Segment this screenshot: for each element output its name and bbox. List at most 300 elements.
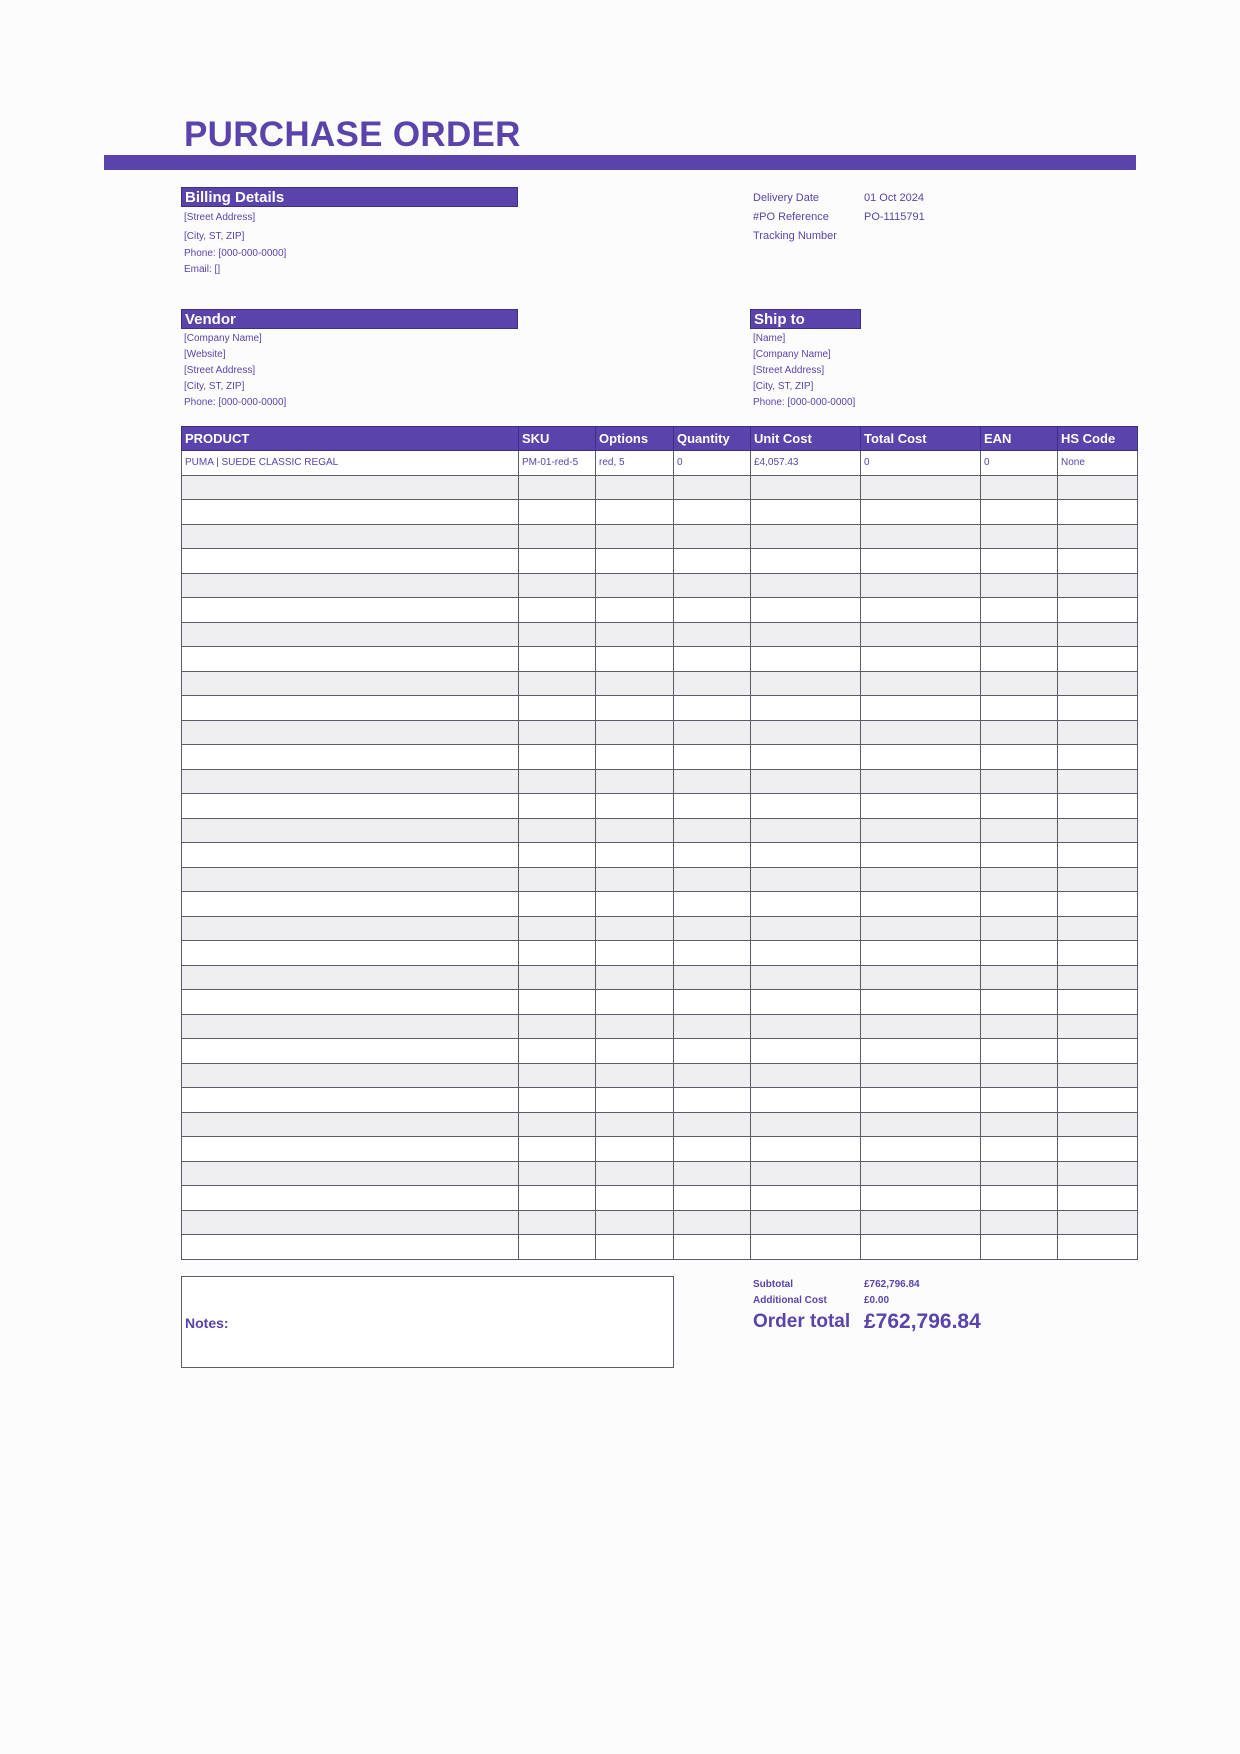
- cell-unit-cost[interactable]: [751, 1161, 861, 1186]
- cell-quantity[interactable]: [674, 965, 751, 990]
- cell-quantity[interactable]: [674, 1161, 751, 1186]
- cell-ean[interactable]: [981, 1161, 1058, 1186]
- cell-unit-cost[interactable]: [751, 794, 861, 819]
- billing-email: Email: []: [184, 264, 221, 275]
- cell-hs-code[interactable]: [1058, 843, 1138, 868]
- table-row[interactable]: [182, 524, 1138, 549]
- cell-options[interactable]: [596, 965, 674, 990]
- cell-quantity[interactable]: [674, 794, 751, 819]
- table-row[interactable]: [182, 843, 1138, 868]
- cell-product[interactable]: [182, 1112, 519, 1137]
- cell-total-cost[interactable]: [861, 573, 981, 598]
- cell-sku[interactable]: [519, 647, 596, 672]
- cell-quantity[interactable]: 0: [674, 451, 751, 476]
- cell-hs-code[interactable]: [1058, 622, 1138, 647]
- cell-total-cost[interactable]: [861, 965, 981, 990]
- cell-quantity[interactable]: [674, 1014, 751, 1039]
- cell-hs-code[interactable]: [1058, 524, 1138, 549]
- cell-unit-cost[interactable]: [751, 475, 861, 500]
- cell-unit-cost[interactable]: [751, 965, 861, 990]
- cell-total-cost[interactable]: [861, 524, 981, 549]
- cell-quantity[interactable]: [674, 671, 751, 696]
- cell-hs-code[interactable]: [1058, 867, 1138, 892]
- cell-product[interactable]: [182, 769, 519, 794]
- cell-sku[interactable]: [519, 475, 596, 500]
- cell-total-cost[interactable]: [861, 1137, 981, 1162]
- cell-total-cost[interactable]: [861, 892, 981, 917]
- cell-ean[interactable]: [981, 892, 1058, 917]
- cell-ean[interactable]: [981, 769, 1058, 794]
- table-row[interactable]: [182, 990, 1138, 1015]
- cell-options[interactable]: [596, 794, 674, 819]
- cell-hs-code[interactable]: [1058, 769, 1138, 794]
- cell-unit-cost[interactable]: [751, 598, 861, 623]
- cell-product[interactable]: [182, 1063, 519, 1088]
- cell-quantity[interactable]: [674, 1137, 751, 1162]
- cell-options[interactable]: [596, 1039, 674, 1064]
- cell-ean[interactable]: [981, 696, 1058, 721]
- cell-unit-cost[interactable]: [751, 622, 861, 647]
- cell-options[interactable]: [596, 475, 674, 500]
- cell-quantity[interactable]: [674, 745, 751, 770]
- table-row[interactable]: [182, 1210, 1138, 1235]
- cell-total-cost[interactable]: [861, 867, 981, 892]
- cell-options[interactable]: [596, 941, 674, 966]
- cell-quantity[interactable]: [674, 475, 751, 500]
- cell-total-cost[interactable]: [861, 696, 981, 721]
- cell-total-cost[interactable]: [861, 475, 981, 500]
- cell-unit-cost[interactable]: [751, 990, 861, 1015]
- cell-product[interactable]: [182, 867, 519, 892]
- cell-sku[interactable]: [519, 1014, 596, 1039]
- cell-options[interactable]: red, 5: [596, 451, 674, 476]
- cell-quantity[interactable]: [674, 524, 751, 549]
- table-row[interactable]: [182, 573, 1138, 598]
- cell-ean[interactable]: [981, 500, 1058, 525]
- table-row[interactable]: [182, 696, 1138, 721]
- cell-sku[interactable]: [519, 916, 596, 941]
- cell-product[interactable]: [182, 892, 519, 917]
- cell-quantity[interactable]: [674, 1112, 751, 1137]
- cell-unit-cost[interactable]: [751, 941, 861, 966]
- cell-unit-cost[interactable]: [751, 1063, 861, 1088]
- cell-quantity[interactable]: [674, 769, 751, 794]
- cell-options[interactable]: [596, 916, 674, 941]
- cell-sku[interactable]: [519, 1210, 596, 1235]
- cell-hs-code[interactable]: [1058, 1186, 1138, 1211]
- cell-sku[interactable]: [519, 990, 596, 1015]
- cell-quantity[interactable]: [674, 843, 751, 868]
- cell-ean[interactable]: [981, 1014, 1058, 1039]
- cell-hs-code[interactable]: [1058, 598, 1138, 623]
- cell-total-cost[interactable]: [861, 671, 981, 696]
- cell-sku[interactable]: [519, 843, 596, 868]
- cell-quantity[interactable]: [674, 867, 751, 892]
- cell-hs-code[interactable]: [1058, 1088, 1138, 1113]
- cell-quantity[interactable]: [674, 549, 751, 574]
- table-row[interactable]: [182, 451, 1138, 476]
- cell-hs-code[interactable]: [1058, 647, 1138, 672]
- cell-product[interactable]: [182, 549, 519, 574]
- cell-sku[interactable]: [519, 818, 596, 843]
- cell-options[interactable]: [596, 549, 674, 574]
- cell-sku[interactable]: [519, 769, 596, 794]
- cell-total-cost[interactable]: [861, 941, 981, 966]
- cell-hs-code[interactable]: [1058, 990, 1138, 1015]
- cell-hs-code[interactable]: [1058, 1112, 1138, 1137]
- cell-sku[interactable]: [519, 696, 596, 721]
- table-row[interactable]: [182, 769, 1138, 794]
- cell-options[interactable]: [596, 696, 674, 721]
- table-row[interactable]: [182, 622, 1138, 647]
- table-row[interactable]: [182, 965, 1138, 990]
- cell-product[interactable]: [182, 647, 519, 672]
- table-row[interactable]: [182, 647, 1138, 672]
- cell-sku[interactable]: [519, 745, 596, 770]
- cell-product[interactable]: [182, 818, 519, 843]
- table-row[interactable]: [182, 1088, 1138, 1113]
- cell-sku[interactable]: [519, 1039, 596, 1064]
- cell-product[interactable]: [182, 696, 519, 721]
- cell-product[interactable]: [182, 1186, 519, 1211]
- cell-sku[interactable]: [519, 965, 596, 990]
- cell-hs-code[interactable]: [1058, 500, 1138, 525]
- cell-unit-cost[interactable]: [751, 892, 861, 917]
- cell-sku[interactable]: [519, 1235, 596, 1260]
- cell-total-cost[interactable]: [861, 843, 981, 868]
- cell-unit-cost[interactable]: [751, 524, 861, 549]
- cell-unit-cost[interactable]: [751, 1235, 861, 1260]
- cell-hs-code[interactable]: [1058, 965, 1138, 990]
- cell-quantity[interactable]: [674, 647, 751, 672]
- cell-total-cost[interactable]: [861, 1186, 981, 1211]
- cell-ean[interactable]: [981, 475, 1058, 500]
- cell-total-cost[interactable]: [861, 598, 981, 623]
- cell-total-cost[interactable]: [861, 1210, 981, 1235]
- cell-product[interactable]: [182, 1088, 519, 1113]
- cell-product[interactable]: [182, 598, 519, 623]
- table-row[interactable]: [182, 500, 1138, 525]
- table-row[interactable]: [182, 1186, 1138, 1211]
- cell-hs-code[interactable]: [1058, 1014, 1138, 1039]
- cell-product[interactable]: [182, 794, 519, 819]
- cell-ean[interactable]: [981, 867, 1058, 892]
- cell-product[interactable]: [182, 1161, 519, 1186]
- cell-quantity[interactable]: [674, 941, 751, 966]
- cell-quantity[interactable]: [674, 1210, 751, 1235]
- cell-options[interactable]: [596, 524, 674, 549]
- table-row[interactable]: [182, 1112, 1138, 1137]
- cell-options[interactable]: [596, 647, 674, 672]
- cell-ean[interactable]: [981, 1088, 1058, 1113]
- cell-sku[interactable]: [519, 941, 596, 966]
- cell-sku[interactable]: [519, 573, 596, 598]
- cell-sku[interactable]: [519, 524, 596, 549]
- cell-options[interactable]: [596, 1137, 674, 1162]
- cell-options[interactable]: [596, 598, 674, 623]
- cell-options[interactable]: [596, 1210, 674, 1235]
- table-row[interactable]: [182, 916, 1138, 941]
- cell-ean[interactable]: [981, 745, 1058, 770]
- cell-total-cost[interactable]: [861, 794, 981, 819]
- cell-sku[interactable]: [519, 1161, 596, 1186]
- cell-hs-code[interactable]: [1058, 1210, 1138, 1235]
- cell-ean[interactable]: [981, 720, 1058, 745]
- cell-ean[interactable]: [981, 1210, 1058, 1235]
- cell-product[interactable]: [182, 573, 519, 598]
- cell-quantity[interactable]: [674, 818, 751, 843]
- cell-product[interactable]: [182, 965, 519, 990]
- cell-ean[interactable]: [981, 573, 1058, 598]
- cell-options[interactable]: [596, 573, 674, 598]
- cell-ean[interactable]: [981, 1063, 1058, 1088]
- cell-product[interactable]: [182, 916, 519, 941]
- cell-ean[interactable]: [981, 843, 1058, 868]
- table-row[interactable]: [182, 1161, 1138, 1186]
- cell-ean[interactable]: [981, 549, 1058, 574]
- cell-total-cost[interactable]: [861, 1063, 981, 1088]
- table-row[interactable]: [182, 867, 1138, 892]
- table-row[interactable]: [182, 720, 1138, 745]
- cell-product[interactable]: [182, 671, 519, 696]
- table-row[interactable]: [182, 475, 1138, 500]
- cell-options[interactable]: [596, 990, 674, 1015]
- cell-quantity[interactable]: [674, 500, 751, 525]
- cell-unit-cost[interactable]: [751, 671, 861, 696]
- cell-hs-code[interactable]: [1058, 573, 1138, 598]
- cell-quantity[interactable]: [674, 892, 751, 917]
- cell-options[interactable]: [596, 1063, 674, 1088]
- cell-unit-cost[interactable]: [751, 647, 861, 672]
- cell-options[interactable]: [596, 1235, 674, 1260]
- cell-quantity[interactable]: [674, 990, 751, 1015]
- cell-product[interactable]: [182, 745, 519, 770]
- cell-hs-code[interactable]: [1058, 1039, 1138, 1064]
- cell-sku[interactable]: [519, 1088, 596, 1113]
- cell-ean[interactable]: [981, 671, 1058, 696]
- cell-total-cost[interactable]: [861, 1112, 981, 1137]
- cell-ean[interactable]: [981, 916, 1058, 941]
- cell-ean[interactable]: [981, 1112, 1058, 1137]
- cell-hs-code[interactable]: [1058, 720, 1138, 745]
- cell-product[interactable]: [182, 720, 519, 745]
- cell-hs-code[interactable]: [1058, 549, 1138, 574]
- cell-quantity[interactable]: [674, 1039, 751, 1064]
- cell-hs-code[interactable]: [1058, 941, 1138, 966]
- cell-hs-code[interactable]: [1058, 745, 1138, 770]
- cell-ean[interactable]: 0: [981, 451, 1058, 476]
- cell-options[interactable]: [596, 769, 674, 794]
- cell-quantity[interactable]: [674, 1063, 751, 1088]
- cell-ean[interactable]: [981, 622, 1058, 647]
- cell-unit-cost[interactable]: [751, 745, 861, 770]
- cell-unit-cost[interactable]: [751, 769, 861, 794]
- cell-ean[interactable]: [981, 598, 1058, 623]
- cell-total-cost[interactable]: [861, 500, 981, 525]
- cell-ean[interactable]: [981, 818, 1058, 843]
- cell-total-cost[interactable]: [861, 769, 981, 794]
- cell-product[interactable]: PUMA | SUEDE CLASSIC REGAL: [182, 451, 519, 476]
- cell-options[interactable]: [596, 892, 674, 917]
- cell-total-cost[interactable]: [861, 1088, 981, 1113]
- cell-product[interactable]: [182, 475, 519, 500]
- cell-unit-cost[interactable]: [751, 720, 861, 745]
- cell-hs-code[interactable]: [1058, 1161, 1138, 1186]
- cell-options[interactable]: [596, 1112, 674, 1137]
- cell-total-cost[interactable]: [861, 1161, 981, 1186]
- cell-options[interactable]: [596, 1088, 674, 1113]
- cell-total-cost[interactable]: [861, 990, 981, 1015]
- cell-product[interactable]: [182, 1235, 519, 1260]
- cell-ean[interactable]: [981, 794, 1058, 819]
- cell-ean[interactable]: [981, 1186, 1058, 1211]
- cell-sku[interactable]: [519, 500, 596, 525]
- cell-unit-cost[interactable]: [751, 1088, 861, 1113]
- cell-options[interactable]: [596, 745, 674, 770]
- cell-ean[interactable]: [981, 990, 1058, 1015]
- cell-unit-cost[interactable]: [751, 696, 861, 721]
- cell-product[interactable]: [182, 1014, 519, 1039]
- cell-sku[interactable]: [519, 892, 596, 917]
- cell-unit-cost[interactable]: £4,057.43: [751, 451, 861, 476]
- cell-ean[interactable]: [981, 1039, 1058, 1064]
- cell-options[interactable]: [596, 843, 674, 868]
- cell-total-cost[interactable]: [861, 1235, 981, 1260]
- cell-hs-code[interactable]: [1058, 1235, 1138, 1260]
- cell-sku[interactable]: [519, 622, 596, 647]
- table-row[interactable]: [182, 1137, 1138, 1162]
- cell-sku[interactable]: PM-01-red-5: [519, 451, 596, 476]
- cell-options[interactable]: [596, 1186, 674, 1211]
- cell-total-cost[interactable]: [861, 745, 981, 770]
- cell-unit-cost[interactable]: [751, 1014, 861, 1039]
- cell-sku[interactable]: [519, 1186, 596, 1211]
- table-row[interactable]: [182, 1235, 1138, 1260]
- cell-sku[interactable]: [519, 1137, 596, 1162]
- cell-unit-cost[interactable]: [751, 1112, 861, 1137]
- cell-total-cost[interactable]: [861, 720, 981, 745]
- cell-unit-cost[interactable]: [751, 1186, 861, 1211]
- cell-options[interactable]: [596, 867, 674, 892]
- table-row[interactable]: [182, 941, 1138, 966]
- cell-hs-code[interactable]: [1058, 696, 1138, 721]
- cell-sku[interactable]: [519, 598, 596, 623]
- cell-sku[interactable]: [519, 867, 596, 892]
- cell-product[interactable]: [182, 1137, 519, 1162]
- cell-hs-code[interactable]: [1058, 794, 1138, 819]
- table-row[interactable]: [182, 745, 1138, 770]
- cell-unit-cost[interactable]: [751, 549, 861, 574]
- table-row[interactable]: [182, 1039, 1138, 1064]
- cell-unit-cost[interactable]: [751, 1137, 861, 1162]
- cell-unit-cost[interactable]: [751, 867, 861, 892]
- cell-total-cost[interactable]: [861, 1039, 981, 1064]
- cell-unit-cost[interactable]: [751, 843, 861, 868]
- table-row[interactable]: [182, 549, 1138, 574]
- cell-total-cost[interactable]: [861, 1014, 981, 1039]
- cell-sku[interactable]: [519, 549, 596, 574]
- cell-total-cost[interactable]: [861, 622, 981, 647]
- cell-product[interactable]: [182, 524, 519, 549]
- cell-hs-code[interactable]: [1058, 1063, 1138, 1088]
- notes-box[interactable]: [181, 1276, 674, 1368]
- cell-ean[interactable]: [981, 524, 1058, 549]
- cell-ean[interactable]: [981, 965, 1058, 990]
- cell-options[interactable]: [596, 500, 674, 525]
- cell-options[interactable]: [596, 1014, 674, 1039]
- cell-hs-code[interactable]: [1058, 916, 1138, 941]
- cell-sku[interactable]: [519, 794, 596, 819]
- cell-product[interactable]: [182, 843, 519, 868]
- cell-options[interactable]: [596, 671, 674, 696]
- cell-sku[interactable]: [519, 720, 596, 745]
- cell-hs-code[interactable]: [1058, 475, 1138, 500]
- cell-quantity[interactable]: [674, 1186, 751, 1211]
- cell-sku[interactable]: [519, 671, 596, 696]
- cell-options[interactable]: [596, 720, 674, 745]
- cell-product[interactable]: [182, 500, 519, 525]
- cell-ean[interactable]: [981, 647, 1058, 672]
- cell-quantity[interactable]: [674, 622, 751, 647]
- po-reference-value: PO-1115791: [864, 211, 925, 223]
- cell-unit-cost[interactable]: [751, 1210, 861, 1235]
- cell-unit-cost[interactable]: [751, 818, 861, 843]
- cell-unit-cost[interactable]: [751, 1039, 861, 1064]
- cell-product[interactable]: [182, 1210, 519, 1235]
- cell-ean[interactable]: [981, 941, 1058, 966]
- cell-ean[interactable]: [981, 1137, 1058, 1162]
- cell-hs-code[interactable]: [1058, 892, 1138, 917]
- cell-total-cost[interactable]: [861, 818, 981, 843]
- cell-sku[interactable]: [519, 1063, 596, 1088]
- cell-options[interactable]: [596, 818, 674, 843]
- cell-unit-cost[interactable]: [751, 573, 861, 598]
- cell-quantity[interactable]: [674, 696, 751, 721]
- table-row[interactable]: [182, 598, 1138, 623]
- cell-options[interactable]: [596, 1161, 674, 1186]
- table-row[interactable]: [182, 671, 1138, 696]
- cell-total-cost[interactable]: 0: [861, 451, 981, 476]
- cell-sku[interactable]: [519, 1112, 596, 1137]
- cell-quantity[interactable]: [674, 720, 751, 745]
- cell-hs-code[interactable]: None: [1058, 451, 1138, 476]
- cell-quantity[interactable]: [674, 916, 751, 941]
- table-row[interactable]: [182, 1063, 1138, 1088]
- cell-hs-code[interactable]: [1058, 671, 1138, 696]
- table-row[interactable]: [182, 818, 1138, 843]
- cell-hs-code[interactable]: [1058, 818, 1138, 843]
- cell-product[interactable]: [182, 990, 519, 1015]
- cell-product[interactable]: [182, 1039, 519, 1064]
- cell-quantity[interactable]: [674, 598, 751, 623]
- cell-ean[interactable]: [981, 1235, 1058, 1260]
- table-row[interactable]: [182, 892, 1138, 917]
- cell-total-cost[interactable]: [861, 549, 981, 574]
- cell-unit-cost[interactable]: [751, 916, 861, 941]
- cell-product[interactable]: [182, 941, 519, 966]
- cell-quantity[interactable]: [674, 1235, 751, 1260]
- cell-total-cost[interactable]: [861, 647, 981, 672]
- table-row[interactable]: [182, 794, 1138, 819]
- cell-options[interactable]: [596, 622, 674, 647]
- cell-quantity[interactable]: [674, 1088, 751, 1113]
- cell-quantity[interactable]: [674, 573, 751, 598]
- cell-product[interactable]: [182, 622, 519, 647]
- table-row[interactable]: [182, 1014, 1138, 1039]
- cell-total-cost[interactable]: [861, 916, 981, 941]
- cell-hs-code[interactable]: [1058, 1137, 1138, 1162]
- cell-unit-cost[interactable]: [751, 500, 861, 525]
